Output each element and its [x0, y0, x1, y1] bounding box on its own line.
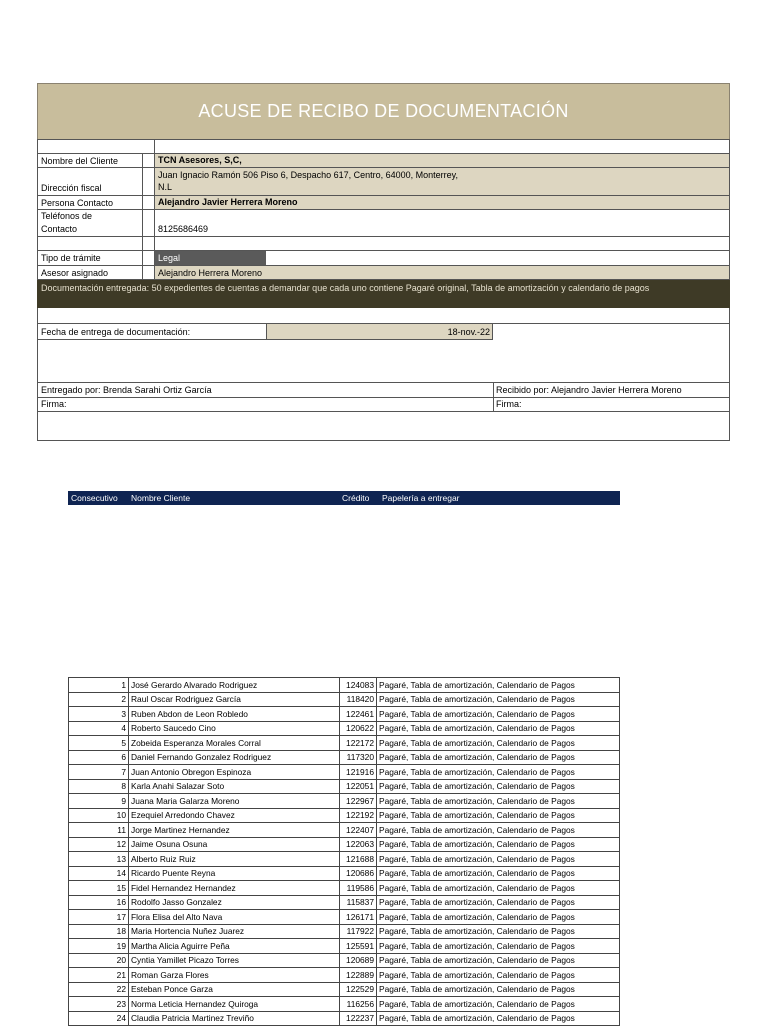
row-client-name: Roberto Saucedo Cino [129, 721, 340, 736]
header-consecutivo: Consecutivo [71, 493, 118, 503]
telefonos-value: 8125686469 [158, 224, 209, 234]
table-row [69, 997, 620, 1012]
fecha-label: Fecha de entrega de documentación: [41, 327, 191, 337]
row-paperwork: Pagaré, Tabla de amortización, Calendario de Pagos [377, 968, 620, 983]
row-paperwork: Pagaré, Tabla de amortización, Calendario de Pagos [377, 678, 620, 693]
contacto-label: Persona Contacto [41, 198, 114, 208]
table-row [69, 982, 620, 997]
asesor-value: Alejandro Herrera Moreno [158, 268, 263, 278]
row-credit: 122063 [340, 837, 377, 852]
row-client-name: Cyntia Yamillet Picazo Torres [129, 953, 340, 968]
row-paperwork: Pagaré, Tabla de amortización, Calendario de Pagos [377, 765, 620, 780]
fecha-value: 18-nov.-22 [447, 327, 490, 337]
row-paperwork: Pagaré, Tabla de amortización, Calendario de Pagos [377, 823, 620, 838]
table-row [69, 765, 620, 780]
cliente-value: TCN Asesores, S,C, [158, 155, 242, 165]
table-row [69, 692, 620, 707]
row-credit: 119586 [340, 881, 377, 896]
row-number: 7 [69, 765, 129, 780]
row-client-name: José Gerardo Alvarado Rodriguez [129, 678, 340, 693]
row-client-name: Claudia Patricia Martinez Treviño [129, 1011, 340, 1026]
documentacion-entregada: Documentación entregada: 50 expedientes de cuentas a demandar que cada uno contiene Pagaré original, Tabla de amortización y calendario de pagos [37, 280, 730, 308]
row-credit: 115837 [340, 895, 377, 910]
row-paperwork: Pagaré, Tabla de amortización, Calendario de Pagos [377, 692, 620, 707]
row-number: 5 [69, 736, 129, 751]
row-paperwork: Pagaré, Tabla de amortización, Calendario de Pagos [377, 997, 620, 1012]
row-credit: 117320 [340, 750, 377, 765]
table-row [69, 924, 620, 939]
row-number: 19 [69, 939, 129, 954]
row-paperwork: Pagaré, Tabla de amortización, Calendario de Pagos [377, 837, 620, 852]
recibido-por: Recibido por: Alejandro Javier Herrera Moreno [496, 385, 682, 395]
row-client-name: Fidel Hernandez Hernandez [129, 881, 340, 896]
row-number: 20 [69, 953, 129, 968]
client-list-table [68, 677, 620, 1026]
table-row [69, 779, 620, 794]
row-client-name: Daniel Fernando Gonzalez Rodriguez [129, 750, 340, 765]
row-credit: 125591 [340, 939, 377, 954]
table-row [69, 968, 620, 983]
row-client-name: Maria Hortencia Nuñez Juarez [129, 924, 340, 939]
table-row [69, 808, 620, 823]
row-paperwork: Pagaré, Tabla de amortización, Calendario de Pagos [377, 924, 620, 939]
firma-entregado: Firma: [41, 399, 67, 409]
row-paperwork: Pagaré, Tabla de amortización, Calendario de Pagos [377, 794, 620, 809]
row-credit: 120689 [340, 953, 377, 968]
row-client-name: Flora Elisa del Alto Nava [129, 910, 340, 925]
table-row [69, 866, 620, 881]
direccion-line2: N.L [158, 182, 173, 192]
row-client-name: Karla Anahi Salazar Soto [129, 779, 340, 794]
row-credit: 120622 [340, 721, 377, 736]
row-number: 12 [69, 837, 129, 852]
row-credit: 118420 [340, 692, 377, 707]
row-paperwork: Pagaré, Tabla de amortización, Calendario de Pagos [377, 707, 620, 722]
row-credit: 122172 [340, 736, 377, 751]
document-title: ACUSE DE RECIBO DE DOCUMENTACIÓN [37, 83, 730, 140]
row-credit: 126171 [340, 910, 377, 925]
row-number: 11 [69, 823, 129, 838]
row-client-name: Jaime Osuna Osuna [129, 837, 340, 852]
cliente-label: Nombre del Cliente [41, 156, 119, 166]
tramite-label: Tipo de trámite [41, 253, 101, 263]
row-number: 14 [69, 866, 129, 881]
row-credit: 122889 [340, 968, 377, 983]
row-credit: 124083 [340, 678, 377, 693]
table-row [69, 837, 620, 852]
table-row [69, 794, 620, 809]
row-credit: 121916 [340, 765, 377, 780]
direccion-line1: Juan Ignacio Ramón 506 Piso 6, Despacho 617, Centro, 64000, Monterrey, [158, 170, 459, 180]
row-client-name: Juana Maria Galarza Moreno [129, 794, 340, 809]
row-number: 15 [69, 881, 129, 896]
row-number: 24 [69, 1011, 129, 1026]
header-nombre: Nombre Cliente [131, 493, 191, 503]
row-client-name: Rodolfo Jasso Gonzalez [129, 895, 340, 910]
row-credit: 122192 [340, 808, 377, 823]
table-row [69, 736, 620, 751]
row-paperwork: Pagaré, Tabla de amortización, Calendario de Pagos [377, 808, 620, 823]
entregado-por: Entregado por: Brenda Sarahi Ortiz García [41, 385, 212, 395]
row-number: 16 [69, 895, 129, 910]
row-number: 1 [69, 678, 129, 693]
row-number: 6 [69, 750, 129, 765]
row-number: 22 [69, 982, 129, 997]
table-row [69, 910, 620, 925]
row-paperwork: Pagaré, Tabla de amortización, Calendario de Pagos [377, 866, 620, 881]
telefonos-label-1: Teléfonos de [41, 211, 93, 221]
row-client-name: Raul Oscar Rodriguez García [129, 692, 340, 707]
row-credit: 116256 [340, 997, 377, 1012]
row-number: 3 [69, 707, 129, 722]
row-credit: 122461 [340, 707, 377, 722]
row-client-name: Alberto Ruiz Ruiz [129, 852, 340, 867]
row-client-name: Roman Garza Flores [129, 968, 340, 983]
table-row [69, 852, 620, 867]
header-credito: Crédito [342, 493, 370, 503]
row-client-name: Ricardo Puente Reyna [129, 866, 340, 881]
table-row [69, 721, 620, 736]
row-number: 9 [69, 794, 129, 809]
row-client-name: Juan Antonio Obregon Espinoza [129, 765, 340, 780]
telefonos-label-2: Contacto [41, 224, 78, 234]
row-credit: 120686 [340, 866, 377, 881]
row-number: 23 [69, 997, 129, 1012]
row-number: 17 [69, 910, 129, 925]
row-paperwork: Pagaré, Tabla de amortización, Calendario de Pagos [377, 953, 620, 968]
row-paperwork: Pagaré, Tabla de amortización, Calendario de Pagos [377, 721, 620, 736]
row-credit: 122967 [340, 794, 377, 809]
firma-recibido: Firma: [496, 399, 522, 409]
direccion-label: Dirección fiscal [41, 183, 102, 193]
row-paperwork: Pagaré, Tabla de amortización, Calendario de Pagos [377, 852, 620, 867]
row-client-name: Esteban Ponce Garza [129, 982, 340, 997]
row-paperwork: Pagaré, Tabla de amortización, Calendario de Pagos [377, 881, 620, 896]
row-paperwork: Pagaré, Tabla de amortización, Calendario de Pagos [377, 736, 620, 751]
row-credit: 122237 [340, 1011, 377, 1026]
table-row [69, 750, 620, 765]
row-number: 18 [69, 924, 129, 939]
contacto-value: Alejandro Javier Herrera Moreno [158, 197, 298, 207]
row-number: 2 [69, 692, 129, 707]
row-client-name: Zobeida Esperanza Morales Corral [129, 736, 340, 751]
row-number: 10 [69, 808, 129, 823]
table-row [69, 823, 620, 838]
row-number: 8 [69, 779, 129, 794]
table-row [69, 881, 620, 896]
row-client-name: Jorge Martinez Hernandez [129, 823, 340, 838]
header-papeleria: Papelería a entregar [382, 493, 460, 503]
row-paperwork: Pagaré, Tabla de amortización, Calendario de Pagos [377, 939, 620, 954]
table-row [69, 953, 620, 968]
row-credit: 122407 [340, 823, 377, 838]
table-row [69, 678, 620, 693]
row-paperwork: Pagaré, Tabla de amortización, Calendario de Pagos [377, 750, 620, 765]
row-paperwork: Pagaré, Tabla de amortización, Calendario de Pagos [377, 910, 620, 925]
row-client-name: Ruben Abdon de Leon Robledo [129, 707, 340, 722]
row-number: 13 [69, 852, 129, 867]
asesor-label: Asesor asignado [41, 268, 109, 278]
tramite-value: Legal [158, 253, 181, 263]
row-credit: 117922 [340, 924, 377, 939]
table-row [69, 707, 620, 722]
row-credit: 122051 [340, 779, 377, 794]
row-client-name: Martha Alicia Aguirre Peña [129, 939, 340, 954]
row-client-name: Ezequiel Arredondo Chavez [129, 808, 340, 823]
row-paperwork: Pagaré, Tabla de amortización, Calendario de Pagos [377, 1011, 620, 1026]
row-paperwork: Pagaré, Tabla de amortización, Calendario de Pagos [377, 779, 620, 794]
table-row [69, 895, 620, 910]
row-number: 21 [69, 968, 129, 983]
row-number: 4 [69, 721, 129, 736]
row-credit: 122529 [340, 982, 377, 997]
table-row [69, 1011, 620, 1026]
row-credit: 121688 [340, 852, 377, 867]
table-row [69, 939, 620, 954]
row-paperwork: Pagaré, Tabla de amortización, Calendario de Pagos [377, 895, 620, 910]
row-paperwork: Pagaré, Tabla de amortización, Calendario de Pagos [377, 982, 620, 997]
row-client-name: Norma Leticia Hernandez Quiroga [129, 997, 340, 1012]
